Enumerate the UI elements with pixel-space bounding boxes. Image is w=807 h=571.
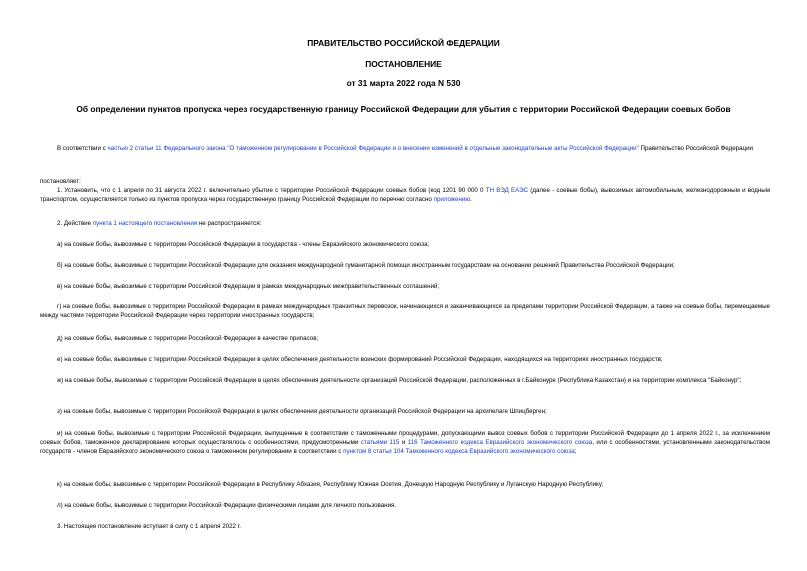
item-1-text: 1. Установить, что с 1 апреля по 31 августа 2022 г. включительно убытие с территории Российской Федерации соевых бобов (код 1201 90 000 0	[57, 187, 486, 194]
subitem-k: к) на соевые бобы, вывозимые с территории Российской Федерации в Республику Абхазия, Республику Южная Осетия, Донецкую Народную Республику и Луганскую Народную Республику;	[57, 481, 604, 488]
subitem-i-part-3: , или с особенностями, установленными законодательством государств - членов Евразийского экономического союза о таможенном регулировании в соответствии с	[40, 439, 770, 455]
item-2-paragraph	[40, 219, 770, 228]
subitem-e: е) на соевые бобы, вывозимые с территории Российской Федерации в целях обеспечения деятельности воинских формирований Российской Федерации, находящихся на территориях иностранных государств;	[57, 356, 663, 363]
subitem-z: з) на соевые бобы, вывозимые с территории Российской Федерации в целях обеспечения деятельности организаций Российской Федерации на архипелаге Шпицберген;	[57, 408, 547, 415]
preamble-paragraph	[40, 144, 770, 153]
law-link[interactable]: частью 2 статьи 11 Федерального закона "О таможенном регулировании в Российской Федерации и о внесении изменений в отдельные законодательные акты Российской Федерации"	[107, 145, 639, 152]
date-number-heading: от 31 марта 2022 года N 530	[346, 78, 461, 88]
tnved-link[interactable]: ТН ВЭД ЕАЭС	[485, 187, 529, 194]
preamble-intro: В соответствии с	[57, 145, 108, 152]
subitem-g: г) на соевые бобы, вывозимые с территории Российской Федерации в рамках международных транзитных перевозок, начинающихся и заканчивающихся за пределами территории Российской Федерации, а также на соевые бобы, перемещаемые между частями территории Российской Федерации через территории иностранных государств;	[40, 303, 770, 319]
subitem-i	[40, 429, 770, 456]
subitem-i-part-4: ;	[574, 448, 577, 455]
document-title: Об определении пунктов пропуска через государственную границу Российской Федерации для убытия с территории Российской Федерации соевых бобов	[76, 104, 731, 114]
subitem-d: д) на соевые бобы, вывозимые с территории Российской Федерации в качестве припасов;	[57, 335, 319, 342]
item-2-before: 2. Действие	[57, 220, 93, 227]
customs-code-article-115-link[interactable]: статьями 115	[360, 439, 400, 446]
preamble-after: Правительство Российской Федерации	[638, 145, 753, 152]
item-1-end: .	[470, 196, 472, 203]
subitem-b: б) на соевые бобы, вывозимые с территории Российской Федерации для оказания международной гуманитарной помощи иностранным государствам на основании решений Правительства Российской Федерации;	[57, 262, 675, 269]
subitem-v: в) на соевые бобы, вывозимые с территории Российской Федерации в рамках международных межправительственных соглашений;	[57, 283, 440, 290]
item-1-reference-link[interactable]: пункта 1 настоящего постановления	[92, 220, 198, 227]
customs-code-article-104-link[interactable]: пунктом 8 статьи 104 Таможенного кодекса Евразийского экономического союза	[343, 448, 575, 455]
appendix-link[interactable]: приложению	[433, 196, 470, 203]
document-type-heading: ПОСТАНОВЛЕНИЕ	[365, 59, 442, 69]
subitem-zh: ж) на соевые бобы, вывозимые с территории Российской Федерации в целях обеспечения деятельности организаций Российской Федерации, расположенных в г.Байконуре (Республика Казахстан) и на территории комплекса "Байконур";	[57, 377, 742, 384]
subitem-l: л) на соевые бобы, вывозимые с территории Российской Федерации физическими лицами для личного пользования.	[57, 502, 397, 509]
item-2-after: не распространяется:	[197, 220, 262, 227]
resolves-line: постановляет:	[40, 178, 81, 185]
subitem-i-part-2: и	[399, 439, 408, 446]
customs-code-article-116-link[interactable]: 116 Таможенного кодекса Евразийского экономического союза	[407, 439, 593, 446]
government-heading: ПРАВИТЕЛЬСТВО РОССИЙСКОЙ ФЕДЕРАЦИИ	[307, 38, 500, 48]
item-1-paragraph	[40, 186, 770, 204]
subitem-i-part-1: и) на соевые бобы, вывозимые с территории Российской Федерации, выпущенные в соответствии с таможенными процедурами, допускающими вывоз соевых бобов с территории Российской Федерации до 1 апреля 2022 г., за исключением соевых бобов, таможенное декларирование которых осуществлялось с особенностями, предусмотренными	[40, 430, 770, 446]
subitem-a: а) на соевые бобы, вывозимые с территории Российской Федерации в государства - члены Евразийского экономического союза;	[57, 241, 430, 248]
item-1-text-2: (далее - соевые бобы), вывозимых автомобильным, железнодорожным и водным транспортом, осуществляется только из пунктов пропуска через государственную границу Российской Федерации по перечню согласно	[40, 187, 771, 203]
item-3-paragraph: 3. Настоящее постановление вступает в силу с 1 апреля 2022 г.	[57, 523, 241, 530]
